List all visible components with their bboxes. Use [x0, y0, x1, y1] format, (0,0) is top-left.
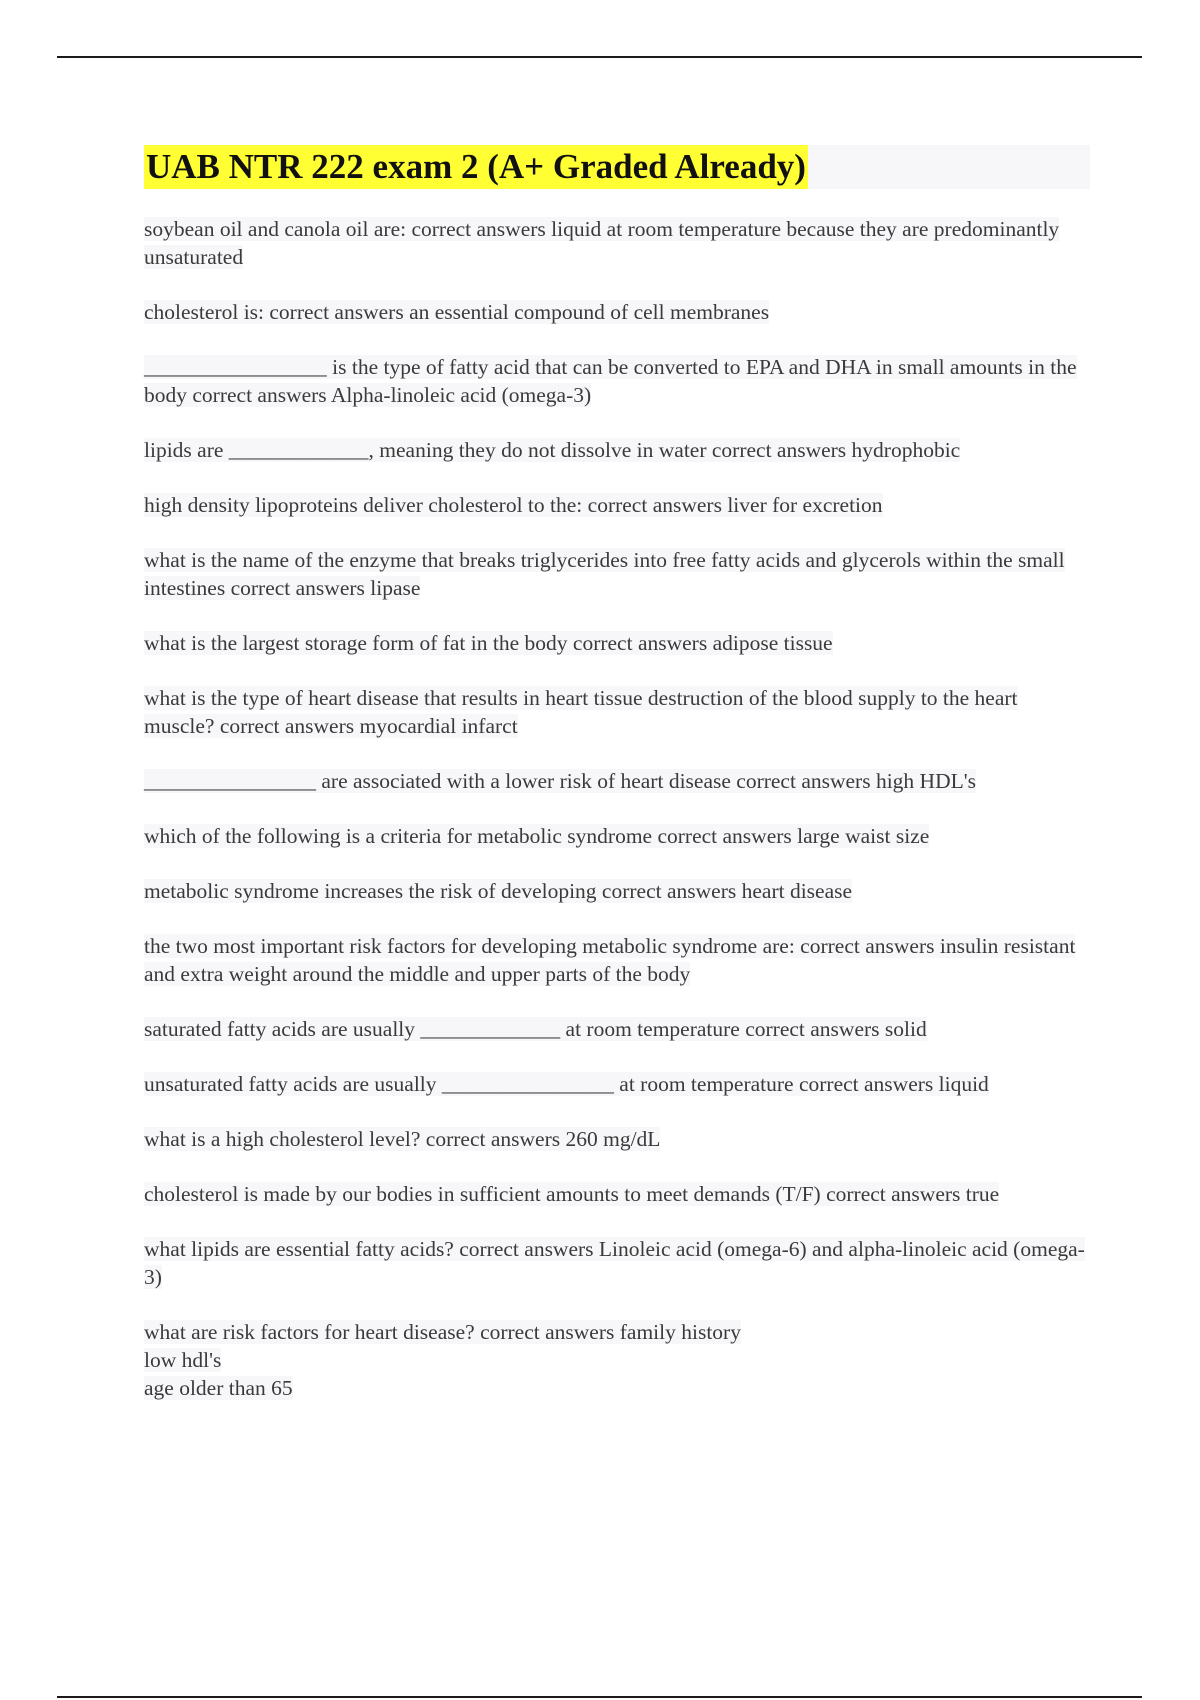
qa-item — [144, 215, 1090, 271]
qa-item — [144, 629, 1090, 657]
qa-text: what lipids are essential fatty acids? correct answers Linoleic acid (omega-6) and alpha-linoleic acid (omega-3) — [144, 1237, 1085, 1289]
qa-text: what is a high cholesterol level? correct answers 260 mg/dL — [144, 1127, 661, 1151]
qa-item — [144, 822, 1090, 850]
qa-text: what is the largest storage form of fat in the body correct answers adipose tissue — [144, 631, 833, 655]
qa-text: cholesterol is: correct answers an essential compound of cell membranes — [144, 300, 770, 324]
qa-item — [144, 932, 1090, 988]
qa-text: metabolic syndrome increases the risk of developing correct answers heart disease — [144, 879, 853, 903]
qa-text: soybean oil and canola oil are: correct answers liquid at room temperature because they are predominantly unsaturated — [144, 217, 1060, 269]
bottom-rule — [57, 1696, 1142, 1698]
qa-text: cholesterol is made by our bodies in sufficient amounts to meet demands (T/F) correct answers true — [144, 1182, 1000, 1206]
qa-item — [144, 1015, 1090, 1043]
qa-answer-line: low hdl's — [144, 1348, 222, 1372]
qa-text: unsaturated fatty acids are usually ________________ at room temperature correct answers liquid — [144, 1072, 989, 1096]
title-band — [144, 145, 1090, 189]
qa-item — [144, 353, 1090, 409]
qa-item-last — [144, 1318, 1090, 1402]
qa-item — [144, 546, 1090, 602]
qa-item — [144, 1235, 1090, 1291]
qa-answer-line: age older than 65 — [144, 1376, 293, 1400]
qa-text: ________________ are associated with a lower risk of heart disease correct answers high HDL's — [144, 769, 976, 793]
qa-text: what is the type of heart disease that results in heart tissue destruction of the blood supply to the heart muscle? correct answers myocardial infarct — [144, 686, 1018, 738]
qa-item — [144, 1180, 1090, 1208]
document-body — [144, 145, 1090, 1429]
document-title: UAB NTR 222 exam 2 (A+ Graded Already) — [144, 145, 808, 189]
qa-item — [144, 1070, 1090, 1098]
qa-text: which of the following is a criteria for metabolic syndrome correct answers large waist size — [144, 824, 930, 848]
qa-item — [144, 298, 1090, 326]
qa-item — [144, 1125, 1090, 1153]
top-rule — [57, 56, 1142, 58]
qa-item — [144, 436, 1090, 464]
qa-list — [144, 215, 1090, 1402]
qa-item — [144, 767, 1090, 795]
qa-item — [144, 684, 1090, 740]
qa-text: what are risk factors for heart disease? correct answers family history — [144, 1320, 741, 1344]
qa-text: the two most important risk factors for developing metabolic syndrome are: correct answers insulin resistant and extra weight around the middle and upper parts of the body — [144, 934, 1076, 986]
qa-item — [144, 491, 1090, 519]
qa-text: lipids are _____________, meaning they do not dissolve in water correct answers hydrophobic — [144, 438, 961, 462]
qa-text: _________________ is the type of fatty acid that can be converted to EPA and DHA in small amounts in the body correct answers Alpha-linoleic acid (omega-3) — [144, 355, 1077, 407]
qa-text: saturated fatty acids are usually _____________ at room temperature correct answers solid — [144, 1017, 927, 1041]
qa-text: what is the name of the enzyme that breaks triglycerides into free fatty acids and glycerols within the small intestines correct answers lipase — [144, 548, 1065, 600]
qa-item — [144, 877, 1090, 905]
qa-text: high density lipoproteins deliver cholesterol to the: correct answers liver for excretion — [144, 493, 883, 517]
